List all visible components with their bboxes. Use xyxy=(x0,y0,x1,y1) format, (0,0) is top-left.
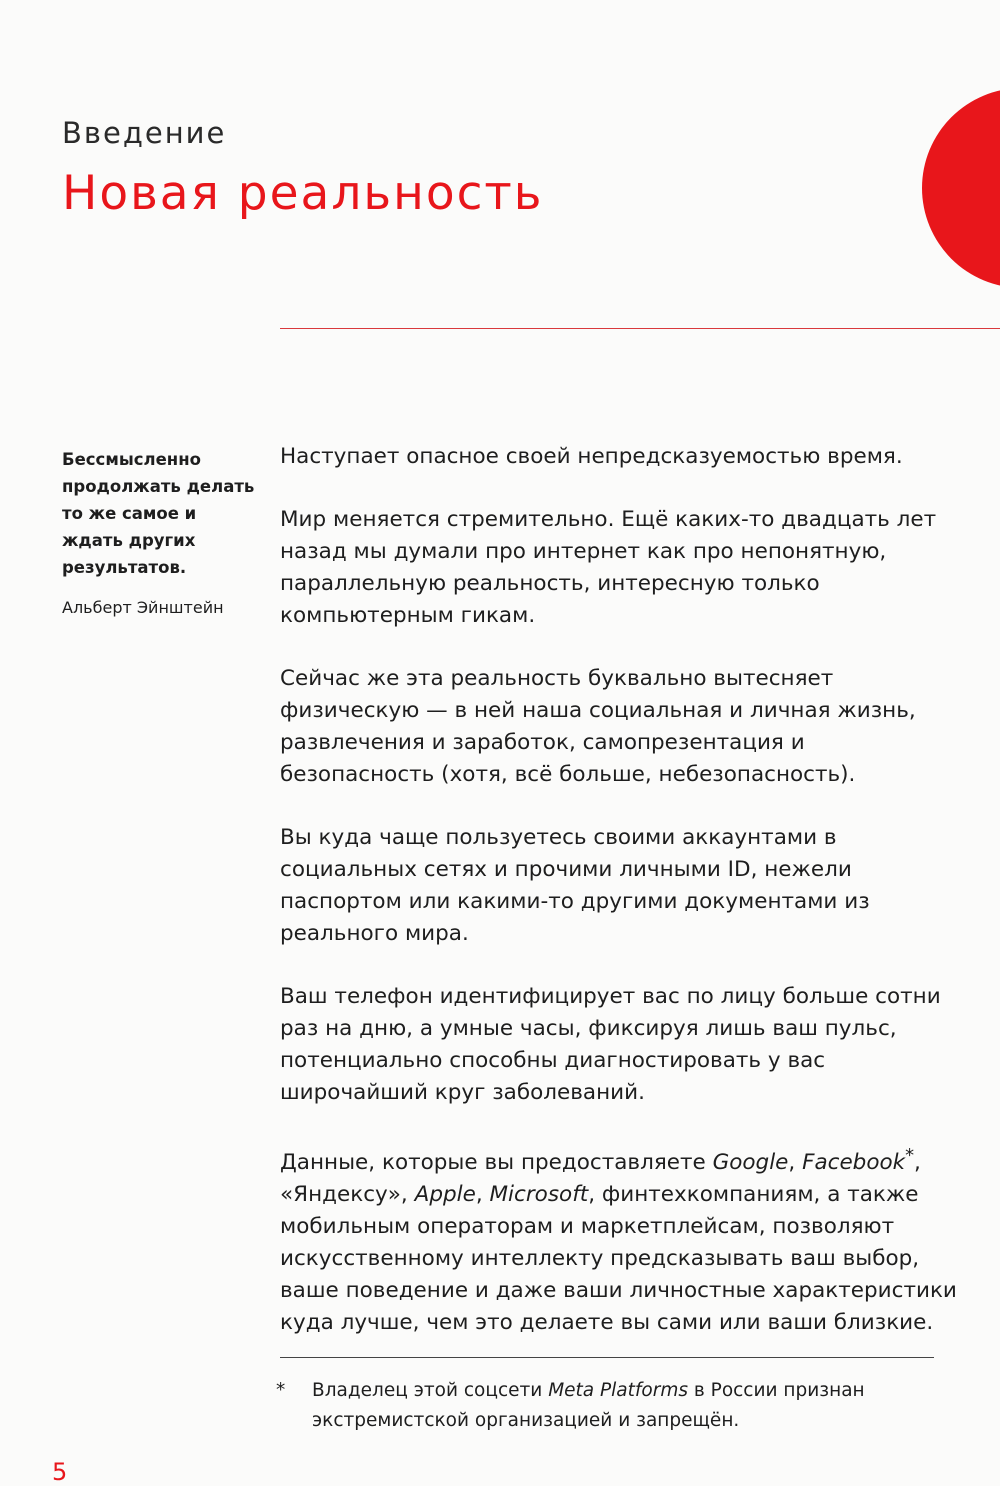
brand-facebook: Facebook xyxy=(802,1150,906,1176)
paragraph-5: Ваш телефон идентифицирует вас по лицу больше сотни раз на дню, а умные часы, фиксируя лишь ваш пульс, потенциально способны диагностировать у вас широчайший круг заболеваний. xyxy=(280,984,941,1105)
footnote-text-1: Владелец этой соцсети xyxy=(312,1380,549,1401)
paragraph-2: Мир меняется стремительно. Ещё каких-то двадцать лет назад мы думали про интернет как про непонятную, параллельную реальность, интересную только компьютерным гикам. xyxy=(280,507,937,628)
chapter-kicker: Введение xyxy=(62,116,227,150)
brand-google: Google xyxy=(712,1150,789,1176)
p6-text-2: , «Яндексу», xyxy=(280,1150,921,1208)
footnote-ref: * xyxy=(905,1145,915,1166)
brand-apple: Apple xyxy=(414,1182,476,1208)
footnote-divider xyxy=(280,1357,934,1358)
body-text xyxy=(280,441,962,1370)
footnote-text xyxy=(280,1376,940,1436)
brand-microsoft: Microsoft xyxy=(489,1182,589,1208)
epigraph-quote: Бессмысленно продолжать делать то же самое и ждать других результатов. xyxy=(62,450,255,577)
header-divider xyxy=(280,328,1000,329)
footnote-text-2: в России признан экстремистской организацией и запрещён. xyxy=(312,1380,865,1431)
p6-text-1: Данные, которые вы предоставляете xyxy=(280,1150,713,1176)
p6-comma-2: , xyxy=(475,1182,490,1208)
chapter-title: Новая реальность xyxy=(62,166,544,221)
footnote-mark: * xyxy=(276,1380,286,1401)
decorative-red-circle xyxy=(922,88,1000,288)
paragraph-6 xyxy=(280,1140,962,1339)
page-number: 5 xyxy=(52,1458,68,1486)
p6-comma-1: , xyxy=(788,1150,803,1176)
paragraph-1: Наступает опасное своей непредсказуемостью время. xyxy=(280,444,903,469)
footnote xyxy=(276,1376,940,1436)
epigraph xyxy=(62,446,262,619)
p6-text-3: , финтехкомпаниям, а также мобильным операторам и маркетплейсам, позволяют искусственному интеллекту предсказывать ваш выбор, ваше поведение и даже ваши личностные характеристики куда лучше, чем это делаете вы сами или ваши близкие. xyxy=(280,1182,957,1336)
footnote-brand-meta: Meta Platforms xyxy=(548,1380,688,1401)
epigraph-author: Альберт Эйнштейн xyxy=(62,598,224,617)
paragraph-3: Сейчас же эта реальность буквально вытесняет физическую — в ней наша социальная и личная жизнь, развлечения и заработок, самопрезентация и безопасность (хотя, всё больше, небезопасность). xyxy=(280,666,916,787)
paragraph-4: Вы куда чаще пользуетесь своими аккаунтами в социальных сетях и прочими личными ID, нежели паспортом или какими-то другими документами из реального мира. xyxy=(280,825,870,946)
